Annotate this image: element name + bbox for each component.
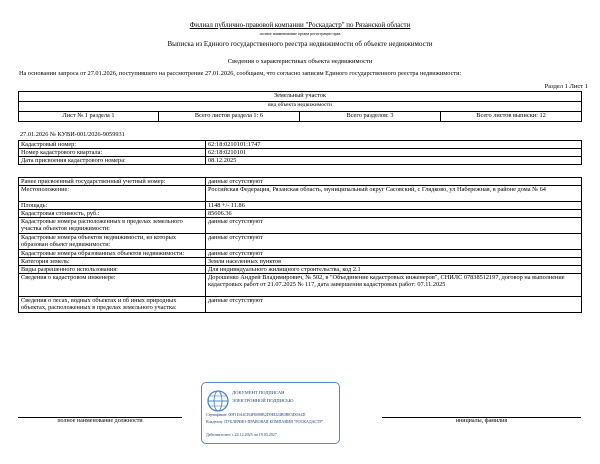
row-value: данные отсутствуют: [206, 297, 582, 313]
table-row: [19, 141, 582, 149]
stamp-cert: Сертификат: 00F1DA4CB4F8088B2D9ED24B0BE3D0A4D: [206, 412, 306, 417]
row-value: Российская Федерация, Рязанская область, муниципальный округ Сасовский, с Глядково, ул Набережная, в районе дома № 64: [206, 186, 582, 202]
record-line: 27.01.2026 № КУВИ-001/2026-9059931: [20, 131, 125, 138]
row-label: Кадастровый номер:: [19, 141, 206, 149]
row-label: Категория земель:: [19, 258, 206, 266]
row-value: данные отсутствуют: [206, 218, 582, 234]
section-page: Раздел 1 Лист 1: [544, 83, 588, 90]
table-row: [19, 250, 582, 258]
object-header-table: [18, 91, 582, 122]
table-row: [19, 178, 582, 186]
row-label: Кадастровые номера объектов недвижимости, из которых образован объект недвижимости:: [19, 234, 206, 250]
object-type-caption: вид объекта недвижимости: [19, 102, 582, 112]
object-type: Земельный участок: [19, 92, 582, 102]
row-value: 62:18:0210101: [206, 149, 582, 157]
stamp-validity: Действителен: с 24.12.2025 по 19.03.2027: [206, 432, 277, 437]
stamp-owner: Владелец: ПУБЛИЧНО-ПРАВОВАЯ КОМПАНИЯ "РОСКАДАСТР": [206, 419, 324, 424]
row-value: Для индивидуального жилищного строительства, код 2.1: [206, 266, 582, 274]
table-row: [19, 149, 582, 157]
table-row: [19, 202, 582, 210]
table-row: [19, 186, 582, 202]
table-row: [19, 297, 582, 313]
table-row: [19, 210, 582, 218]
table-row: [19, 274, 582, 297]
row-value: Земли населенных пунктов: [206, 258, 582, 266]
table-row: [19, 234, 582, 250]
authority-caption: полное наименование органа регистрации прав: [259, 31, 341, 36]
row-label: Площадь:: [19, 202, 206, 210]
row-label: Кадастровая стоимость, руб.:: [19, 210, 206, 218]
table-row: [19, 266, 582, 274]
row-value: 85606.36: [206, 210, 582, 218]
row-label: Сведения о лесах, водных объектах и об иных природных объектах, расположенных в пределах земельного участка:: [19, 297, 206, 313]
details-table: [18, 177, 582, 313]
stamp-line2: ЭЛЕКТРОННОЙ ПОДПИСЬЮ: [232, 398, 294, 403]
row-value: 1148 +/- 11.86: [206, 202, 582, 210]
registry-authority: Филиал публично-правовой компании "Роскадастр" по Рязанской области: [189, 21, 411, 29]
row-value: 08.12.2025: [206, 157, 582, 165]
row-label: Номер кадастрового квартала:: [19, 149, 206, 157]
row-label: Сведения о кадастровом инженере:: [19, 274, 206, 297]
position-caption: полное наименование должности: [57, 418, 143, 424]
sheet-number: Лист № 1 раздела 1: [19, 112, 159, 122]
table-row: [19, 258, 582, 266]
globe-icon: [206, 389, 230, 413]
document-subtitle: Сведения о характеристиках объекта недвижимости: [227, 58, 373, 65]
row-value: данные отсутствуют: [206, 178, 582, 186]
stamp-line1: ДОКУМЕНТ ПОДПИСАН: [232, 390, 285, 395]
row-value: данные отсутствуют: [206, 234, 582, 250]
row-value: Дорошенко Андрей Владимирович, № 502, в "Объединение кадастровых инженеров", СНИЛС 07838512197, договор на выполнение кадастровых работ от 21.07.2025 № 117, дата завершения кадастровых работ: 07.11.2025: [206, 274, 582, 297]
name-caption: инициалы, фамилия: [455, 418, 508, 424]
row-label: Местоположение:: [19, 186, 206, 202]
table-row: [19, 157, 582, 165]
table-row: [19, 218, 582, 234]
row-value: данные отсутствуют: [206, 250, 582, 258]
row-label: Виды разрешенного использования:: [19, 266, 206, 274]
cadastral-table: [18, 140, 582, 165]
row-value: 62:18:0210101:1747: [206, 141, 582, 149]
e-signature-stamp: [201, 382, 340, 444]
total-sheets: Всего листов выписки: 12: [441, 112, 582, 122]
row-label: Дата присвоения кадастрового номера:: [19, 157, 206, 165]
row-label: Ранее присвоенный государственный учетный номер:: [19, 178, 206, 186]
row-label: Кадастровые номера расположенных в пределах земельного участка объектов недвижимости:: [19, 218, 206, 234]
total-sections: Всего разделов: 3: [300, 112, 441, 122]
row-label: Кадастровые номера образованных объектов недвижимости:: [19, 250, 206, 258]
document-title: Выписка из Единого государственного реестра недвижимости об объекте недвижимости: [167, 40, 433, 48]
total-sheets-section: Всего листов раздела 1: 6: [159, 112, 300, 122]
intro-text: На основании запроса от 27.01.2026, поступившего на рассмотрение 27.01.2026, сообщаем, что согласно записям Единого государственного реестра недвижимости:: [19, 70, 462, 77]
